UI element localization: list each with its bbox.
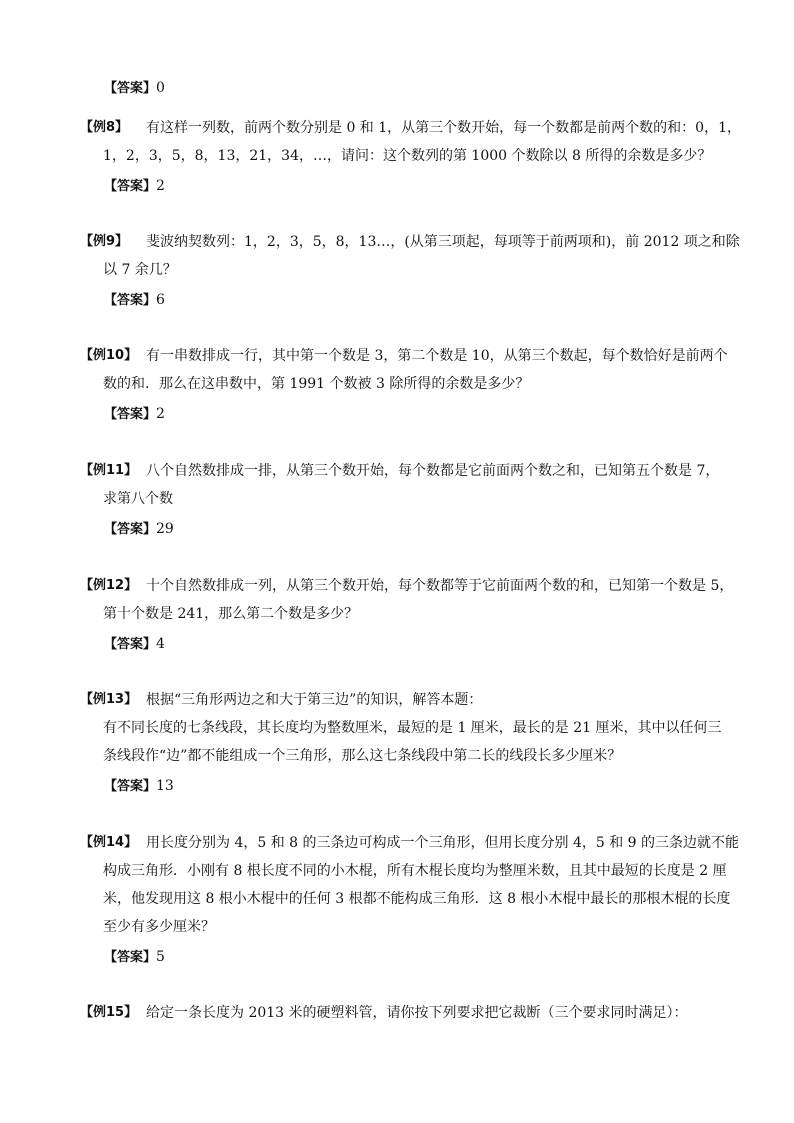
example-label: 【例8】 xyxy=(80,120,129,135)
example-text-line: 给定一条长度为 2013 米的硬塑料管，请你按下列要求把它裁断（三个要求同时满足）： xyxy=(146,1005,688,1021)
answer-label: 【答案】 xyxy=(104,293,157,308)
example-label: 【例15】 xyxy=(80,1005,138,1020)
example-text-line: 求第八个数 xyxy=(103,491,173,507)
answer xyxy=(104,404,165,425)
answer xyxy=(104,519,174,540)
answer-label: 【答案】 xyxy=(104,179,157,194)
answer-value: 0 xyxy=(156,80,165,96)
example-label: 【例14】 xyxy=(80,835,138,850)
example-text-line: 有一串数排成一行，其中第一个数是 3，第二个数是 10，从第三个数起，每个数恰好是前两个 xyxy=(146,348,728,364)
answer xyxy=(104,776,174,797)
answer-value: 29 xyxy=(156,521,174,537)
answer-label: 【答案】 xyxy=(104,950,157,965)
answer-label: 【答案】 xyxy=(104,637,157,652)
answer-label: 【答案】 xyxy=(104,81,157,96)
answer xyxy=(104,176,165,197)
answer-label: 【答案】 xyxy=(104,779,157,794)
example-text-line: 条线段作“边”都不能组成一个三角形，那么这七条线段中第二长的线段长多少厘米？ xyxy=(103,748,622,764)
example-text-line: 1，2，3，5，8，13，21，34，…，请问：这个数列的第 1000 个数除以 8 所得的余数是多少？ xyxy=(103,148,712,164)
example-text-line: 十个自然数排成一列，从第三个数开始，每个数都等于它前面两个数的和，已知第一个数是 5， xyxy=(146,578,734,594)
example-text-line: 以 7 余几？ xyxy=(103,262,177,278)
answer xyxy=(104,947,165,968)
example-text-line: 有这样一列数，前两个数分别是 0 和 1，从第三个数开始，每一个数都是前两个数的和：0，1， xyxy=(146,120,741,136)
example-text-line: 八个自然数排成一排，从第三个数开始，每个数都是它前面两个数之和，已知第五个数是 7， xyxy=(146,463,720,479)
example-label: 【例10】 xyxy=(80,348,138,363)
answer-label: 【答案】 xyxy=(104,407,157,422)
example-text-line: 斐波纳契数列：1，2，3，5，8，13…，(从第三项起，每项等于前两项和)，前 2012 项之和除 xyxy=(146,234,740,250)
answer-value: 6 xyxy=(156,292,165,308)
example-label: 【例11】 xyxy=(80,463,138,478)
example-label: 【例13】 xyxy=(80,692,138,707)
answer xyxy=(104,290,165,311)
answer-top xyxy=(104,78,165,99)
example-text-line: 数的和．那么在这串数中，第 1991 个数被 3 除所得的余数是多少？ xyxy=(103,376,530,392)
example-text-line: 米，他发现用这 8 根小木棍中的任何 3 根都不能构成三角形．这 8 根小木棍中最长的那根木棍的长度 xyxy=(103,891,731,907)
answer-label: 【答案】 xyxy=(104,522,157,537)
example-text-line: 用长度分别为 4，5 和 8 的三条边可构成一个三角形，但用长度分别 4，5 和 9 的三条边就不能 xyxy=(146,835,740,851)
example-text-line: 第十个数是 241，那么第二个数是多少？ xyxy=(103,606,359,622)
answer-value: 2 xyxy=(156,178,165,194)
example-text-line: 至少有多少厘米？ xyxy=(103,919,215,935)
answer-value: 13 xyxy=(156,778,174,794)
example-label: 【例12】 xyxy=(80,578,138,593)
example-label: 【例9】 xyxy=(80,234,129,249)
example-text-line: 构成三角形．小刚有 8 根长度不同的小木棍，所有木棍长度均为整厘米数，且其中最短的长度是 2 厘 xyxy=(103,863,727,879)
answer-value: 4 xyxy=(156,636,165,652)
answer xyxy=(104,634,165,655)
example-text-line: 有不同长度的七条线段，其长度均为整数厘米，最短的是 1 厘米，最长的是 21 厘米，其中以任何三 xyxy=(103,720,722,736)
example-text-line: 根据“三角形两边之和大于第三边”的知识，解答本题： xyxy=(146,692,483,708)
answer-value: 5 xyxy=(156,949,165,965)
answer-value: 2 xyxy=(156,406,165,422)
